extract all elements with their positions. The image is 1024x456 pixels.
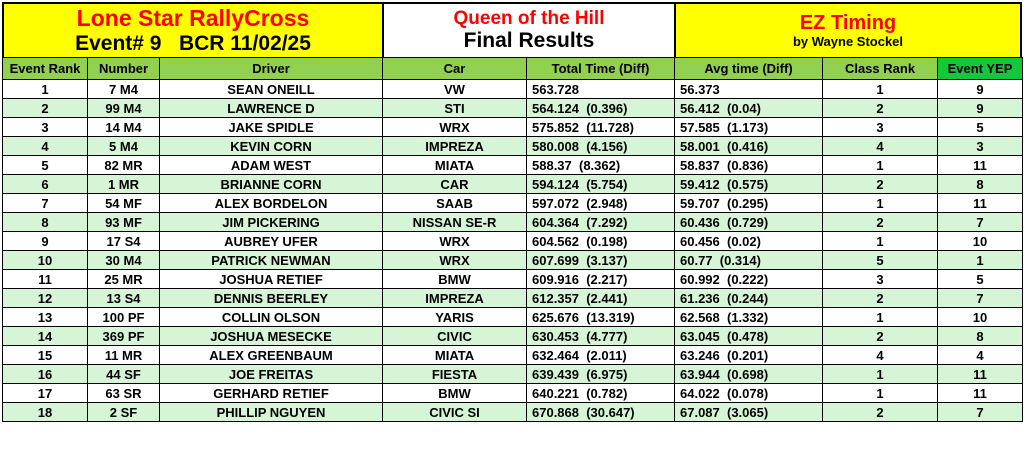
cell-driver: JIM PICKERING (160, 213, 383, 232)
cell-event-yep: 9 (938, 80, 1023, 99)
cell-event-rank: 8 (3, 213, 88, 232)
cell-class-rank: 3 (823, 118, 938, 137)
cell-event-rank: 11 (3, 270, 88, 289)
cell-event-rank: 18 (3, 403, 88, 422)
cell-car: WRX (383, 251, 527, 270)
cell-car: MIATA (383, 346, 527, 365)
cell-event-yep: 8 (938, 327, 1023, 346)
cell-avg-time: 63.944 (0.698) (675, 365, 823, 384)
cell-class-rank: 4 (823, 137, 938, 156)
cell-car: MIATA (383, 156, 527, 175)
cell-avg-time: 60.436 (0.729) (675, 213, 823, 232)
cell-avg-time: 58.001 (0.416) (675, 137, 823, 156)
cell-avg-time: 58.837 (0.836) (675, 156, 823, 175)
cell-event-yep: 11 (938, 384, 1023, 403)
cell-number: 7 M4 (88, 80, 160, 99)
cell-class-rank: 2 (823, 175, 938, 194)
timing-company-title: EZ Timing (799, 11, 897, 34)
cell-event-yep: 11 (938, 156, 1023, 175)
cell-event-yep: 1 (938, 251, 1023, 270)
table-row (3, 156, 1023, 175)
banner-timing-section (676, 4, 1020, 57)
col-header-total-time: Total Time (Diff) (527, 58, 675, 80)
cell-total-time: 594.124 (5.754) (527, 175, 675, 194)
table-row (3, 327, 1023, 346)
cell-total-time: 607.699 (3.137) (527, 251, 675, 270)
cell-car: BMW (383, 270, 527, 289)
cell-avg-time: 63.246 (0.201) (675, 346, 823, 365)
table-row (3, 403, 1023, 422)
table-row (3, 80, 1023, 99)
cell-driver: DENNIS BEERLEY (160, 289, 383, 308)
cell-total-time: 609.916 (2.217) (527, 270, 675, 289)
cell-driver: COLLIN OLSON (160, 308, 383, 327)
cell-event-yep: 11 (938, 365, 1023, 384)
cell-driver: KEVIN CORN (160, 137, 383, 156)
results-table (2, 57, 1023, 422)
cell-car: FIESTA (383, 365, 527, 384)
cell-driver: JOE FREITAS (160, 365, 383, 384)
cell-number: 63 SR (88, 384, 160, 403)
cell-total-time: 597.072 (2.948) (527, 194, 675, 213)
cell-avg-time: 59.707 (0.295) (675, 194, 823, 213)
cell-event-rank: 14 (3, 327, 88, 346)
cell-total-time: 588.37 (8.362) (527, 156, 675, 175)
banner (2, 2, 1022, 57)
col-header-number: Number (88, 58, 160, 80)
cell-avg-time: 59.412 (0.575) (675, 175, 823, 194)
cell-number: 369 PF (88, 327, 160, 346)
cell-event-yep: 5 (938, 270, 1023, 289)
cell-class-rank: 1 (823, 384, 938, 403)
cell-class-rank: 5 (823, 251, 938, 270)
banner-event-section (4, 4, 384, 57)
cell-total-time: 639.439 (6.975) (527, 365, 675, 384)
cell-car: IMPREZA (383, 137, 527, 156)
cell-total-time: 575.852 (11.728) (527, 118, 675, 137)
cell-event-rank: 3 (3, 118, 88, 137)
cell-avg-time: 57.585 (1.173) (675, 118, 823, 137)
event-number-date: Event# 9 BCR 11/02/25 (75, 31, 311, 55)
cell-event-rank: 17 (3, 384, 88, 403)
table-row (3, 384, 1023, 403)
cell-total-time: 564.124 (0.396) (527, 99, 675, 118)
table-row (3, 289, 1023, 308)
cell-car: NISSAN SE-R (383, 213, 527, 232)
table-row (3, 251, 1023, 270)
cell-driver: BRIANNE CORN (160, 175, 383, 194)
cell-car: IMPREZA (383, 289, 527, 308)
cell-total-time: 612.357 (2.441) (527, 289, 675, 308)
cell-number: 5 M4 (88, 137, 160, 156)
cell-event-yep: 10 (938, 308, 1023, 327)
cell-driver: AUBREY UFER (160, 232, 383, 251)
col-header-class-rank: Class Rank (823, 58, 938, 80)
cell-number: 2 SF (88, 403, 160, 422)
cell-number: 14 M4 (88, 118, 160, 137)
cell-driver: LAWRENCE D (160, 99, 383, 118)
cell-driver: ADAM WEST (160, 156, 383, 175)
cell-class-rank: 2 (823, 403, 938, 422)
cell-event-yep: 3 (938, 137, 1023, 156)
cell-event-rank: 1 (3, 80, 88, 99)
cell-driver: ALEX BORDELON (160, 194, 383, 213)
cell-driver: ALEX GREENBAUM (160, 346, 383, 365)
cell-number: 25 MR (88, 270, 160, 289)
cell-car: CAR (383, 175, 527, 194)
cell-total-time: 630.453 (4.777) (527, 327, 675, 346)
cell-class-rank: 4 (823, 346, 938, 365)
cell-avg-time: 60.77 (0.314) (675, 251, 823, 270)
table-row (3, 308, 1023, 327)
cell-event-rank: 9 (3, 232, 88, 251)
cell-total-time: 604.562 (0.198) (527, 232, 675, 251)
table-row (3, 365, 1023, 384)
cell-total-time: 670.868 (30.647) (527, 403, 675, 422)
col-header-car: Car (383, 58, 527, 80)
banner-results-section (384, 4, 676, 57)
cell-number: 93 MF (88, 213, 160, 232)
cell-class-rank: 1 (823, 194, 938, 213)
cell-event-rank: 2 (3, 99, 88, 118)
cell-number: 82 MR (88, 156, 160, 175)
cell-event-rank: 12 (3, 289, 88, 308)
cell-avg-time: 56.373 (675, 80, 823, 99)
cell-avg-time: 60.992 (0.222) (675, 270, 823, 289)
cell-event-rank: 16 (3, 365, 88, 384)
cell-car: STI (383, 99, 527, 118)
cell-car: VW (383, 80, 527, 99)
table-row (3, 270, 1023, 289)
cell-number: 100 PF (88, 308, 160, 327)
cell-event-yep: 10 (938, 232, 1023, 251)
cell-event-yep: 8 (938, 175, 1023, 194)
table-row (3, 175, 1023, 194)
table-row (3, 194, 1023, 213)
cell-total-time: 625.676 (13.319) (527, 308, 675, 327)
cell-class-rank: 1 (823, 232, 938, 251)
cell-event-yep: 5 (938, 118, 1023, 137)
table-body (3, 80, 1023, 422)
timing-credit-label: by Wayne Stockel (792, 33, 904, 49)
cell-class-rank: 2 (823, 213, 938, 232)
cell-class-rank: 1 (823, 308, 938, 327)
table-row (3, 346, 1023, 365)
cell-number: 13 S4 (88, 289, 160, 308)
cell-event-rank: 13 (3, 308, 88, 327)
col-header-event-rank: Event Rank (3, 58, 88, 80)
cell-event-yep: 7 (938, 213, 1023, 232)
cell-avg-time: 64.022 (0.078) (675, 384, 823, 403)
header-row (3, 58, 1023, 80)
cell-number: 30 M4 (88, 251, 160, 270)
cell-event-rank: 4 (3, 137, 88, 156)
cell-total-time: 563.728 (527, 80, 675, 99)
cell-number: 44 SF (88, 365, 160, 384)
table-row (3, 213, 1023, 232)
cell-car: CIVIC (383, 327, 527, 346)
cell-car: CIVIC SI (383, 403, 527, 422)
cell-event-rank: 6 (3, 175, 88, 194)
cell-event-rank: 7 (3, 194, 88, 213)
col-header-avg-time: Avg time (Diff) (675, 58, 823, 80)
cell-event-yep: 4 (938, 346, 1023, 365)
table-row (3, 118, 1023, 137)
cell-number: 54 MF (88, 194, 160, 213)
cell-driver: JOSHUA RETIEF (160, 270, 383, 289)
cell-number: 1 MR (88, 175, 160, 194)
cell-number: 99 M4 (88, 99, 160, 118)
cell-class-rank: 2 (823, 99, 938, 118)
results-type-label: Final Results (463, 29, 595, 53)
cell-number: 11 MR (88, 346, 160, 365)
cell-driver: GERHARD RETIEF (160, 384, 383, 403)
cell-avg-time: 67.087 (3.065) (675, 403, 823, 422)
cell-class-rank: 1 (823, 156, 938, 175)
results-class-title: Queen of the Hill (453, 7, 605, 29)
cell-car: SAAB (383, 194, 527, 213)
cell-number: 17 S4 (88, 232, 160, 251)
cell-car: WRX (383, 118, 527, 137)
cell-driver: PHILLIP NGUYEN (160, 403, 383, 422)
cell-driver: JOSHUA MESECKE (160, 327, 383, 346)
cell-car: WRX (383, 232, 527, 251)
cell-total-time: 632.464 (2.011) (527, 346, 675, 365)
cell-class-rank: 1 (823, 80, 938, 99)
cell-total-time: 604.364 (7.292) (527, 213, 675, 232)
cell-class-rank: 2 (823, 327, 938, 346)
event-series-title: Lone Star RallyCross (76, 5, 310, 32)
cell-event-yep: 7 (938, 403, 1023, 422)
col-header-event-yep: Event YEP (938, 58, 1023, 80)
cell-class-rank: 3 (823, 270, 938, 289)
results-sheet (2, 2, 1022, 422)
cell-event-rank: 15 (3, 346, 88, 365)
cell-event-yep: 9 (938, 99, 1023, 118)
cell-avg-time: 56.412 (0.04) (675, 99, 823, 118)
cell-event-yep: 7 (938, 289, 1023, 308)
cell-driver: JAKE SPIDLE (160, 118, 383, 137)
table-row (3, 99, 1023, 118)
cell-class-rank: 1 (823, 365, 938, 384)
cell-car: BMW (383, 384, 527, 403)
cell-total-time: 580.008 (4.156) (527, 137, 675, 156)
cell-avg-time: 62.568 (1.332) (675, 308, 823, 327)
col-header-driver: Driver (160, 58, 383, 80)
cell-avg-time: 61.236 (0.244) (675, 289, 823, 308)
cell-event-rank: 10 (3, 251, 88, 270)
cell-car: YARIS (383, 308, 527, 327)
cell-total-time: 640.221 (0.782) (527, 384, 675, 403)
table-row (3, 137, 1023, 156)
cell-driver: PATRICK NEWMAN (160, 251, 383, 270)
table-row (3, 232, 1023, 251)
cell-event-yep: 11 (938, 194, 1023, 213)
cell-driver: SEAN ONEILL (160, 80, 383, 99)
cell-event-rank: 5 (3, 156, 88, 175)
cell-avg-time: 60.456 (0.02) (675, 232, 823, 251)
cell-avg-time: 63.045 (0.478) (675, 327, 823, 346)
cell-class-rank: 2 (823, 289, 938, 308)
